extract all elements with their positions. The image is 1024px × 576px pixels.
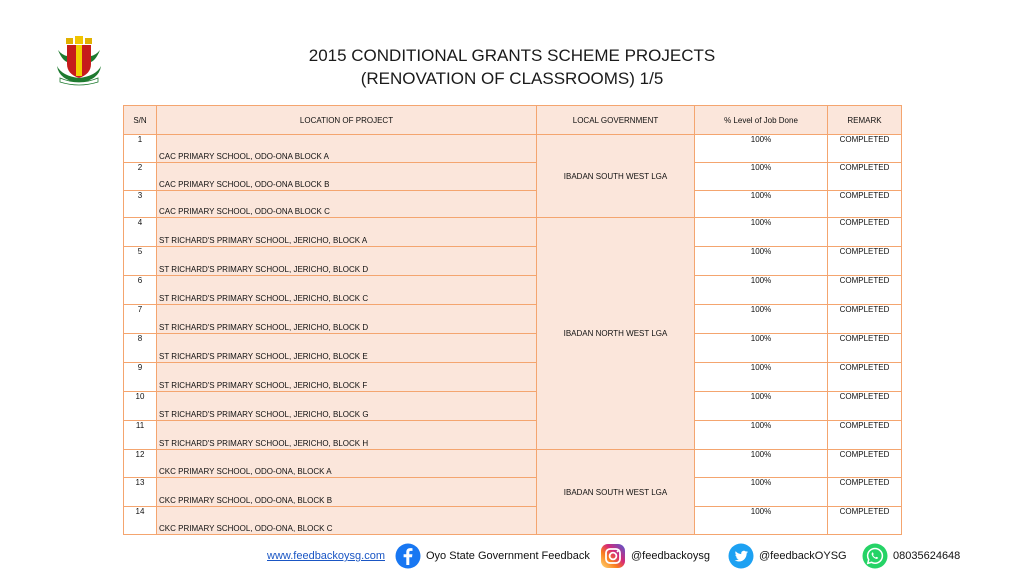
cell-sn: 11 [124,421,157,450]
twitter-contact[interactable] [728,541,847,571]
cell-level: 100% [695,247,828,276]
cell-location: ST RICHARD'S PRIMARY SCHOOL, JERICHO, BLOCK F [157,363,537,392]
website-link[interactable]: www.feedbackoysg.com [267,550,385,562]
header-local-government: LOCAL GOVERNMENT [537,106,695,135]
cell-location: CKC PRIMARY SCHOOL, ODO-ONA, BLOCK B [157,478,537,507]
cell-sn: 10 [124,392,157,421]
header-remark: REMARK [828,106,902,135]
cell-remark: COMPLETED [828,334,902,363]
title-line-2: (RENOVATION OF CLASSROOMS) 1/5 [360,69,664,88]
cell-level: 100% [695,163,828,191]
cell-level: 100% [695,334,828,363]
cell-sn: 9 [124,363,157,392]
cell-remark: COMPLETED [828,421,902,450]
cell-remark: COMPLETED [828,135,902,163]
cell-level: 100% [695,218,828,247]
table-row [124,421,902,450]
cell-location: ST RICHARD'S PRIMARY SCHOOL, JERICHO, BLOCK D [157,305,537,334]
whatsapp-label: 08035624648 [893,550,961,562]
instagram-icon [600,543,626,569]
cell-remark: COMPLETED [828,218,902,247]
whatsapp-contact[interactable] [862,541,960,571]
cell-sn: 2 [124,163,157,191]
whatsapp-icon [862,543,888,569]
cell-remark: COMPLETED [828,450,902,478]
cell-level: 100% [695,421,828,450]
table-row [124,135,902,163]
cell-level: 100% [695,392,828,421]
cell-location: ST RICHARD'S PRIMARY SCHOOL, JERICHO, BLOCK E [157,334,537,363]
cell-level: 100% [695,478,828,507]
table-row [124,305,902,334]
header-location: LOCATION OF PROJECT [157,106,537,135]
cell-remark: COMPLETED [828,276,902,305]
oyo-state-crest-icon [54,36,104,86]
cell-level: 100% [695,135,828,163]
cell-remark: COMPLETED [828,191,902,218]
cell-remark: COMPLETED [828,507,902,535]
table-row [124,276,902,305]
header-level: % Level of Job Done [695,106,828,135]
header-sn: S/N [124,106,157,135]
cell-remark: COMPLETED [828,363,902,392]
projects-table [123,105,902,535]
table-row [124,507,902,535]
cell-remark: COMPLETED [828,247,902,276]
title-line-1: 2015 CONDITIONAL GRANTS SCHEME PROJECTS [308,46,716,65]
page-title [230,44,794,90]
cell-local-government: IBADAN SOUTH WEST LGA [537,135,695,218]
table-row [124,392,902,421]
cell-level: 100% [695,363,828,392]
cell-location: CAC PRIMARY SCHOOL, ODO-ONA BLOCK A [157,135,537,163]
cell-sn: 13 [124,478,157,507]
instagram-label: @feedbackoysg [631,550,711,562]
facebook-contact[interactable] [395,541,590,571]
cell-remark: COMPLETED [828,478,902,507]
facebook-icon [395,543,421,569]
cell-remark: COMPLETED [828,392,902,421]
cell-level: 100% [695,507,828,535]
table-row [124,247,902,276]
table-row [124,363,902,392]
facebook-label: Oyo State Government Feedback [426,550,590,562]
cell-sn: 4 [124,218,157,247]
cell-remark: COMPLETED [828,305,902,334]
table-row [124,163,902,191]
cell-sn: 6 [124,276,157,305]
table-row [124,478,902,507]
cell-local-government: IBADAN SOUTH WEST LGA [537,450,695,535]
cell-location: CAC PRIMARY SCHOOL, ODO-ONA BLOCK C [157,191,537,218]
cell-location: ST RICHARD'S PRIMARY SCHOOL, JERICHO, BLOCK G [157,392,537,421]
cell-sn: 12 [124,450,157,478]
table-row [124,191,902,218]
cell-location: ST RICHARD'S PRIMARY SCHOOL, JERICHO, BLOCK A [157,218,537,247]
cell-level: 100% [695,191,828,218]
cell-location: ST RICHARD'S PRIMARY SCHOOL, JERICHO, BLOCK D [157,247,537,276]
cell-location: CAC PRIMARY SCHOOL, ODO-ONA BLOCK B [157,163,537,191]
cell-sn: 14 [124,507,157,535]
table-row [124,334,902,363]
cell-location: ST RICHARD'S PRIMARY SCHOOL, JERICHO, BLOCK H [157,421,537,450]
cell-level: 100% [695,305,828,334]
cell-level: 100% [695,450,828,478]
cell-local-government: IBADAN NORTH WEST LGA [537,218,695,450]
cell-level: 100% [695,276,828,305]
cell-location: ST RICHARD'S PRIMARY SCHOOL, JERICHO, BLOCK C [157,276,537,305]
instagram-contact[interactable] [600,541,710,571]
table-body [124,135,902,535]
cell-sn: 3 [124,191,157,218]
twitter-label: @feedbackOYSG [759,550,847,562]
table-row [124,450,902,478]
cell-location: CKC PRIMARY SCHOOL, ODO-ONA, BLOCK C [157,507,537,535]
cell-sn: 5 [124,247,157,276]
cell-location: CKC PRIMARY SCHOOL, ODO-ONA, BLOCK A [157,450,537,478]
table-header-row [124,106,902,135]
cell-remark: COMPLETED [828,163,902,191]
twitter-icon [728,543,754,569]
table-row [124,218,902,247]
cell-sn: 7 [124,305,157,334]
cell-sn: 1 [124,135,157,163]
footer [0,541,1024,571]
cell-sn: 8 [124,334,157,363]
